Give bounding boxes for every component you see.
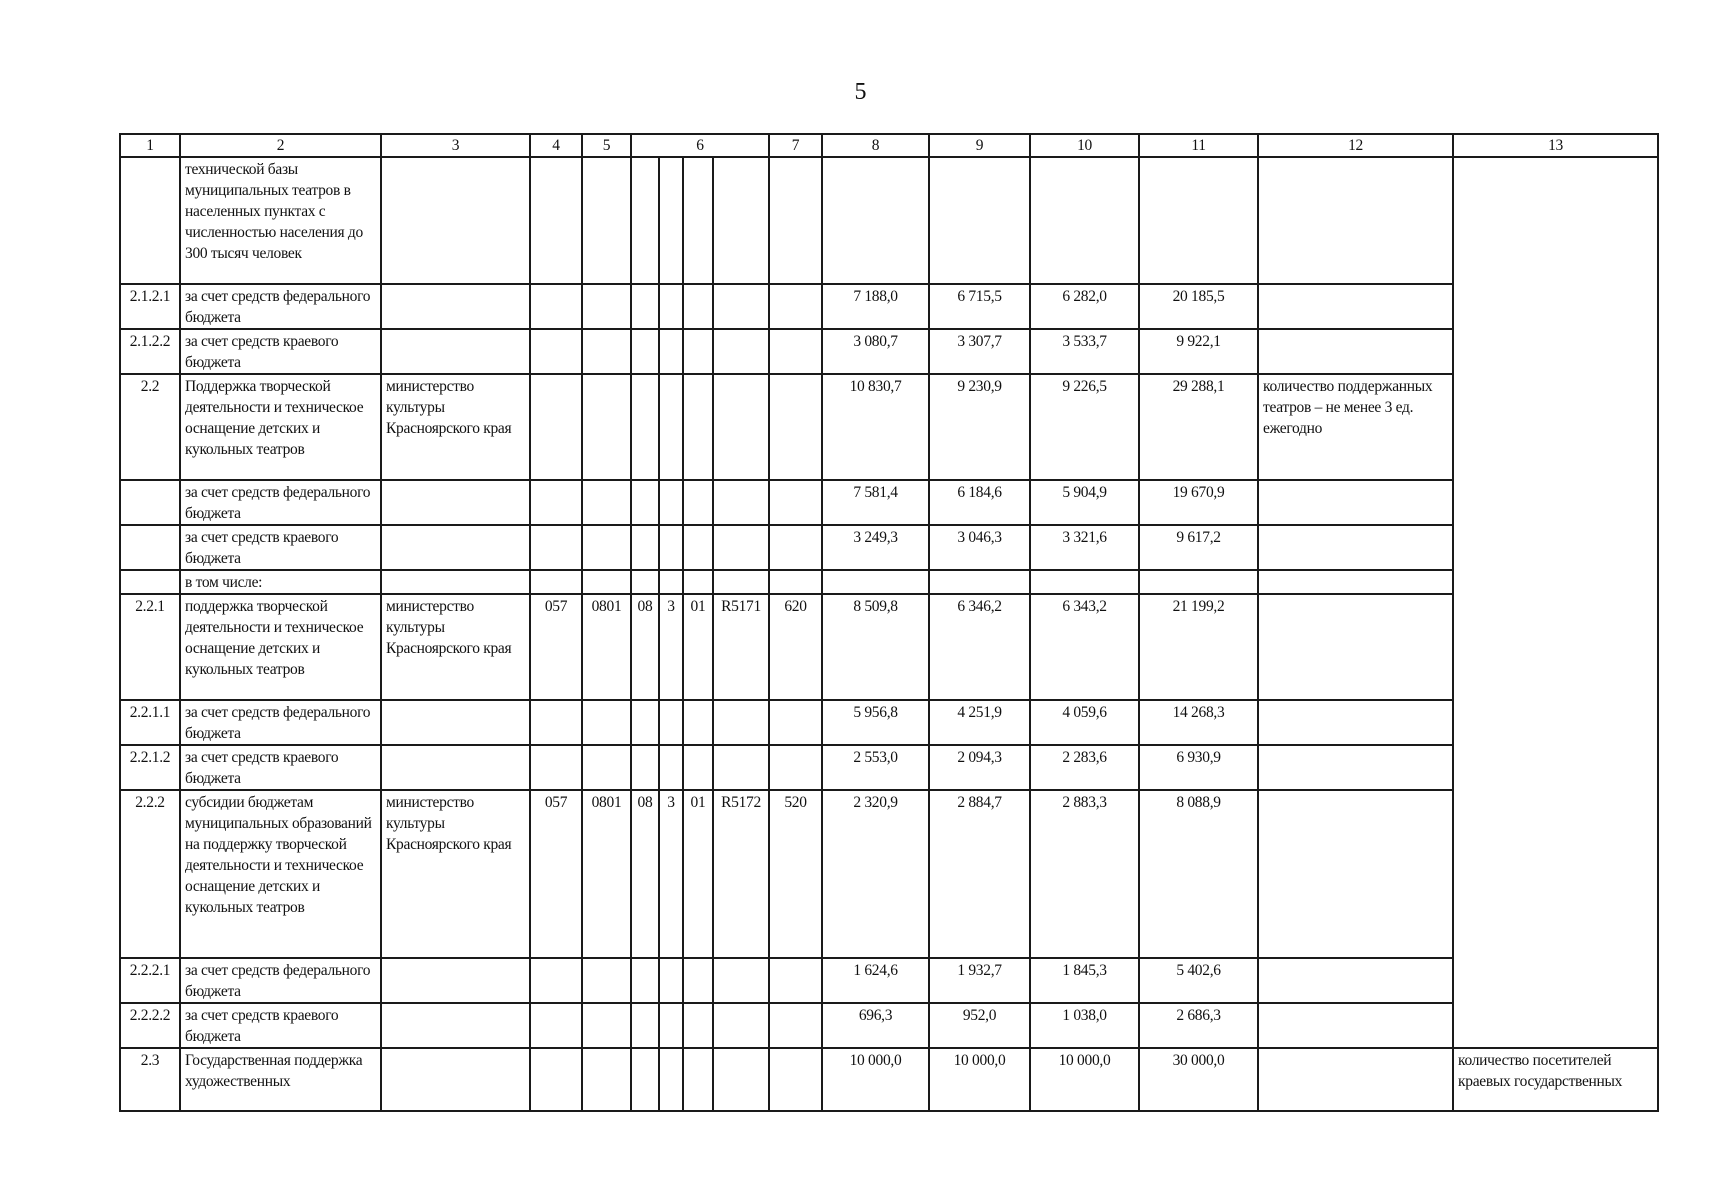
expected-result: [1258, 157, 1453, 284]
year-1-value: 10 830,7: [822, 374, 929, 480]
csr-code-part: [659, 480, 683, 525]
expected-result: [1258, 700, 1453, 745]
year-2-value: 9 230,9: [929, 374, 1030, 480]
total-value: 21 199,2: [1139, 594, 1258, 700]
total-value: 19 670,9: [1139, 480, 1258, 525]
csr-code-part: [683, 1048, 713, 1111]
header-cell: 7: [769, 134, 822, 157]
expected-result: [1258, 525, 1453, 570]
csr-code-part: [713, 284, 769, 329]
csr-code-part: [713, 1003, 769, 1048]
expected-result: [1258, 570, 1453, 594]
grbs-code: [530, 570, 582, 594]
expected-result: [1258, 594, 1453, 700]
expected-result: [1258, 284, 1453, 329]
grbs-code: [530, 525, 582, 570]
row-number: [120, 157, 180, 284]
vr-code: [769, 284, 822, 329]
total-value: 9 922,1: [1139, 329, 1258, 374]
csr-code-part: [713, 745, 769, 790]
csr-code-part: [713, 958, 769, 1003]
csr-code-part: [683, 284, 713, 329]
total-value: 29 288,1: [1139, 374, 1258, 480]
year-1-value: 10 000,0: [822, 1048, 929, 1111]
row-number: [120, 480, 180, 525]
year-2-value: 2 094,3: [929, 745, 1030, 790]
vr-code: [769, 329, 822, 374]
year-1-value: [822, 157, 929, 284]
table-row: [120, 1048, 1658, 1111]
year-3-value: 3 321,6: [1030, 525, 1139, 570]
row-executor: [381, 329, 530, 374]
rzpr-code: [582, 329, 631, 374]
total-value: 6 930,9: [1139, 745, 1258, 790]
header-cell: 13: [1453, 134, 1658, 157]
header-cell: 1: [120, 134, 180, 157]
csr-code-part: [631, 570, 659, 594]
year-2-value: [929, 570, 1030, 594]
expected-result: [1258, 329, 1453, 374]
total-value: [1139, 157, 1258, 284]
csr-code-part: 08: [631, 594, 659, 700]
vr-code: [769, 1003, 822, 1048]
total-value: 20 185,5: [1139, 284, 1258, 329]
year-2-value: 4 251,9: [929, 700, 1030, 745]
table-row: [120, 525, 1658, 570]
vr-code: [769, 374, 822, 480]
csr-code-part: [713, 570, 769, 594]
csr-code-part: R5172: [713, 790, 769, 958]
row-executor: [381, 525, 530, 570]
csr-code-part: R5171: [713, 594, 769, 700]
csr-code-part: [631, 1003, 659, 1048]
grbs-code: [530, 284, 582, 329]
grbs-code: [530, 1003, 582, 1048]
header-cell: 9: [929, 134, 1030, 157]
csr-code-part: [659, 374, 683, 480]
year-1-value: 5 956,8: [822, 700, 929, 745]
year-2-value: [929, 157, 1030, 284]
row-title: за счет средств федерального бюджета: [180, 284, 381, 329]
csr-code-part: [631, 157, 659, 284]
csr-code-part: [683, 525, 713, 570]
vr-code: 520: [769, 790, 822, 958]
column-13-cell: [1453, 157, 1658, 1048]
grbs-code: [530, 958, 582, 1003]
total-value: 5 402,6: [1139, 958, 1258, 1003]
csr-code-part: [631, 480, 659, 525]
year-1-value: 696,3: [822, 1003, 929, 1048]
csr-code-part: [659, 525, 683, 570]
vr-code: 620: [769, 594, 822, 700]
csr-code-part: [713, 700, 769, 745]
row-number: 2.2.1: [120, 594, 180, 700]
row-executor: [381, 958, 530, 1003]
csr-code-part: [659, 1048, 683, 1111]
row-executor: [381, 480, 530, 525]
csr-code-part: [683, 745, 713, 790]
table-row: [120, 284, 1658, 329]
csr-code-part: [713, 157, 769, 284]
row-executor: [381, 700, 530, 745]
row-title: за счет средств федерального бюджета: [180, 958, 381, 1003]
row-title: Поддержка творческой деятельности и техническое оснащение детских и кукольных театров: [180, 374, 381, 480]
row-executor: [381, 1003, 530, 1048]
vr-code: [769, 700, 822, 745]
row-number: 2.2.2.1: [120, 958, 180, 1003]
csr-code-part: [683, 329, 713, 374]
table-row: [120, 790, 1658, 958]
budget-table: [119, 133, 1659, 1112]
header-row: [120, 134, 1658, 157]
table-row: [120, 1003, 1658, 1048]
total-value: [1139, 570, 1258, 594]
table-row: [120, 329, 1658, 374]
year-1-value: 2 553,0: [822, 745, 929, 790]
row-number: 2.2.1.2: [120, 745, 180, 790]
row-number: 2.2.1.1: [120, 700, 180, 745]
rzpr-code: [582, 700, 631, 745]
year-3-value: 9 226,5: [1030, 374, 1139, 480]
year-3-value: 6 282,0: [1030, 284, 1139, 329]
rzpr-code: [582, 570, 631, 594]
csr-code-part: [659, 570, 683, 594]
csr-code-part: 3: [659, 594, 683, 700]
target-indicator: количество посетителей краевых государственных: [1453, 1048, 1658, 1111]
year-1-value: 3 249,3: [822, 525, 929, 570]
vr-code: [769, 480, 822, 525]
row-executor: [381, 745, 530, 790]
header-cell: 12: [1258, 134, 1453, 157]
row-executor: министерство культуры Красноярского края: [381, 594, 530, 700]
expected-result: количество поддержанных театров – не менее 3 ед. ежегодно: [1258, 374, 1453, 480]
row-title: за счет средств краевого бюджета: [180, 329, 381, 374]
rzpr-code: 0801: [582, 790, 631, 958]
row-title: в том числе:: [180, 570, 381, 594]
row-number: 2.2.2: [120, 790, 180, 958]
grbs-code: [530, 745, 582, 790]
total-value: 14 268,3: [1139, 700, 1258, 745]
year-1-value: 8 509,8: [822, 594, 929, 700]
table-row: [120, 480, 1658, 525]
page-number: 5: [854, 79, 867, 105]
rzpr-code: 0801: [582, 594, 631, 700]
row-title: субсидии бюджетам муниципальных образований на поддержку творческой деятельности и техническое оснащение детских и кукольных театров: [180, 790, 381, 958]
row-number: [120, 525, 180, 570]
rzpr-code: [582, 958, 631, 1003]
csr-code-part: [683, 700, 713, 745]
csr-code-part: [659, 700, 683, 745]
csr-code-part: [683, 157, 713, 284]
vr-code: [769, 958, 822, 1003]
vr-code: [769, 1048, 822, 1111]
table-row: [120, 374, 1658, 480]
csr-code-part: [713, 525, 769, 570]
csr-code-part: [659, 958, 683, 1003]
row-title: за счет средств федерального бюджета: [180, 480, 381, 525]
year-2-value: 6 184,6: [929, 480, 1030, 525]
csr-code-part: [683, 958, 713, 1003]
rzpr-code: [582, 1048, 631, 1111]
row-title: за счет средств федерального бюджета: [180, 700, 381, 745]
row-executor: министерство культуры Красноярского края: [381, 790, 530, 958]
total-value: 9 617,2: [1139, 525, 1258, 570]
expected-result: [1258, 790, 1453, 958]
expected-result: [1258, 480, 1453, 525]
csr-code-part: 01: [683, 594, 713, 700]
year-2-value: 1 932,7: [929, 958, 1030, 1003]
year-1-value: 7 581,4: [822, 480, 929, 525]
csr-code-part: [713, 374, 769, 480]
table-row: [120, 745, 1658, 790]
row-title: за счет средств краевого бюджета: [180, 525, 381, 570]
grbs-code: [530, 480, 582, 525]
year-1-value: 3 080,7: [822, 329, 929, 374]
row-executor: [381, 284, 530, 329]
year-3-value: 4 059,6: [1030, 700, 1139, 745]
grbs-code: [530, 1048, 582, 1111]
csr-code-part: [631, 525, 659, 570]
year-3-value: 1 845,3: [1030, 958, 1139, 1003]
year-1-value: 1 624,6: [822, 958, 929, 1003]
grbs-code: [530, 157, 582, 284]
csr-code-part: [683, 480, 713, 525]
csr-code-part: [683, 570, 713, 594]
row-number: 2.2.2.2: [120, 1003, 180, 1048]
total-value: 30 000,0: [1139, 1048, 1258, 1111]
grbs-code: 057: [530, 594, 582, 700]
csr-code-part: [659, 1003, 683, 1048]
year-3-value: 5 904,9: [1030, 480, 1139, 525]
vr-code: [769, 745, 822, 790]
expected-result: [1258, 958, 1453, 1003]
year-1-value: 7 188,0: [822, 284, 929, 329]
csr-code-part: [659, 157, 683, 284]
csr-code-part: [713, 329, 769, 374]
row-executor: [381, 157, 530, 284]
table-row: [120, 594, 1658, 700]
rzpr-code: [582, 1003, 631, 1048]
total-value: 2 686,3: [1139, 1003, 1258, 1048]
csr-code-part: 08: [631, 790, 659, 958]
csr-code-part: [631, 745, 659, 790]
grbs-code: 057: [530, 790, 582, 958]
year-3-value: 3 533,7: [1030, 329, 1139, 374]
header-cell: 10: [1030, 134, 1139, 157]
csr-code-part: [713, 480, 769, 525]
year-3-value: [1030, 570, 1139, 594]
year-2-value: 2 884,7: [929, 790, 1030, 958]
csr-code-part: [659, 284, 683, 329]
header-cell: 3: [381, 134, 530, 157]
year-3-value: 6 343,2: [1030, 594, 1139, 700]
table-row: [120, 958, 1658, 1003]
csr-code-part: 3: [659, 790, 683, 958]
rzpr-code: [582, 745, 631, 790]
rzpr-code: [582, 374, 631, 480]
year-3-value: 2 883,3: [1030, 790, 1139, 958]
csr-code-part: [659, 745, 683, 790]
year-2-value: 952,0: [929, 1003, 1030, 1048]
row-number: 2.2: [120, 374, 180, 480]
row-executor: [381, 570, 530, 594]
header-cell: 11: [1139, 134, 1258, 157]
year-3-value: 10 000,0: [1030, 1048, 1139, 1111]
expected-result: [1258, 1003, 1453, 1048]
csr-code-part: [631, 329, 659, 374]
grbs-code: [530, 700, 582, 745]
vr-code: [769, 570, 822, 594]
csr-code-part: [631, 374, 659, 480]
header-cell: 8: [822, 134, 929, 157]
rzpr-code: [582, 480, 631, 525]
grbs-code: [530, 329, 582, 374]
year-1-value: 2 320,9: [822, 790, 929, 958]
header-cell: 2: [180, 134, 381, 157]
year-3-value: 1 038,0: [1030, 1003, 1139, 1048]
row-title: Государственная поддержка художественных: [180, 1048, 381, 1111]
row-title: поддержка творческой деятельности и техническое оснащение детских и кукольных театров: [180, 594, 381, 700]
header-cell: 6: [631, 134, 769, 157]
header-cell: 4: [530, 134, 582, 157]
csr-code-part: [631, 1048, 659, 1111]
row-executor: [381, 1048, 530, 1111]
expected-result: [1258, 1048, 1453, 1111]
expected-result: [1258, 745, 1453, 790]
year-3-value: 2 283,6: [1030, 745, 1139, 790]
rzpr-code: [582, 525, 631, 570]
table-row: [120, 157, 1658, 284]
row-executor: министерство культуры Красноярского края: [381, 374, 530, 480]
row-number: 2.1.2.1: [120, 284, 180, 329]
csr-code-part: [631, 700, 659, 745]
csr-code-part: 01: [683, 790, 713, 958]
row-number: [120, 570, 180, 594]
year-2-value: 6 346,2: [929, 594, 1030, 700]
rzpr-code: [582, 157, 631, 284]
row-number: 2.3: [120, 1048, 180, 1111]
vr-code: [769, 525, 822, 570]
year-2-value: 3 307,7: [929, 329, 1030, 374]
header-cell: 5: [582, 134, 631, 157]
table-row: [120, 700, 1658, 745]
rzpr-code: [582, 284, 631, 329]
year-3-value: [1030, 157, 1139, 284]
year-1-value: [822, 570, 929, 594]
row-number: 2.1.2.2: [120, 329, 180, 374]
row-title: технической базы муниципальных театров в населенных пунктах с численностью населения до 300 тысяч человек: [180, 157, 381, 284]
row-title: за счет средств краевого бюджета: [180, 1003, 381, 1048]
grbs-code: [530, 374, 582, 480]
csr-code-part: [683, 374, 713, 480]
row-title: за счет средств краевого бюджета: [180, 745, 381, 790]
csr-code-part: [659, 329, 683, 374]
csr-code-part: [683, 1003, 713, 1048]
vr-code: [769, 157, 822, 284]
csr-code-part: [631, 284, 659, 329]
year-2-value: 10 000,0: [929, 1048, 1030, 1111]
year-2-value: 3 046,3: [929, 525, 1030, 570]
csr-code-part: [713, 1048, 769, 1111]
year-2-value: 6 715,5: [929, 284, 1030, 329]
table-row: [120, 570, 1658, 594]
total-value: 8 088,9: [1139, 790, 1258, 958]
csr-code-part: [631, 958, 659, 1003]
